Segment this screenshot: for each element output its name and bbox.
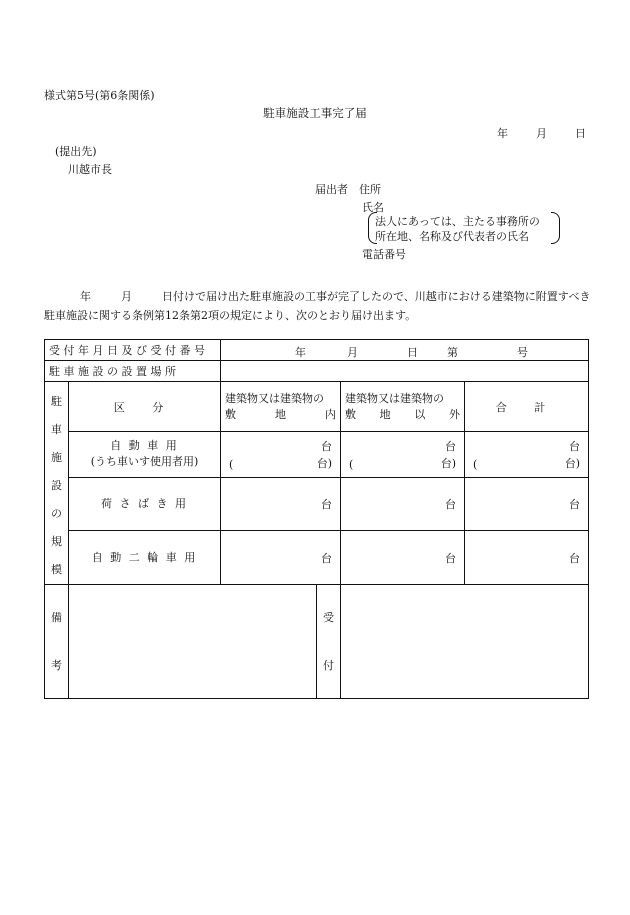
phone-label: 電話番号 — [362, 248, 406, 261]
applicant-label: 届出者 — [315, 183, 348, 196]
value-total[interactable] — [465, 432, 589, 478]
paren-close: 台) — [316, 456, 332, 470]
scale-char: 模 — [51, 563, 62, 576]
col-inside-char: 敷 — [225, 407, 236, 421]
col-total-label: 合 計 — [495, 400, 558, 414]
unit-label: 台 — [321, 498, 332, 512]
scale-char: 設 — [51, 479, 62, 492]
value-outside[interactable] — [341, 531, 465, 585]
scale-char: 規 — [51, 535, 62, 548]
remarks-char: 備 — [51, 610, 62, 624]
corp-note-line1: 法人にあっては、主たる事務所の — [375, 215, 540, 228]
paren-open: ( — [473, 457, 478, 471]
form-number: 様式第5号(第6条関係) — [44, 89, 155, 102]
location-row — [45, 361, 589, 382]
applicant-address-row — [315, 181, 381, 197]
col-inside-line2 — [225, 407, 336, 423]
unit-label: 台 — [569, 551, 580, 565]
unit-label: 台 — [321, 440, 332, 454]
value-outside[interactable] — [341, 432, 465, 478]
scale-char: 駐 — [51, 395, 62, 408]
scale-label-cell — [45, 382, 69, 585]
col-outside-char: 外 — [448, 407, 460, 421]
scale-char: の — [51, 507, 62, 520]
corp-note — [368, 212, 560, 244]
value-inside[interactable] — [221, 432, 341, 478]
value-total[interactable] — [465, 531, 589, 585]
receipt-label: 受付年月日及び受付番号 — [49, 344, 209, 357]
unit-label: 台 — [569, 440, 580, 454]
address-label: 住所 — [359, 183, 381, 196]
location-label-cell — [45, 361, 221, 382]
completion-table — [44, 339, 589, 699]
table-row — [45, 432, 589, 478]
reception-field[interactable] — [341, 585, 589, 699]
location-value-cell[interactable] — [221, 361, 589, 382]
date-month: 月 — [536, 127, 547, 140]
remarks-char: 考 — [51, 658, 62, 672]
bracket-right — [551, 212, 560, 244]
remarks-field[interactable] — [69, 585, 317, 699]
value-outside[interactable] — [341, 477, 465, 531]
receipt-day: 日 — [407, 346, 418, 359]
col-outside-char: 以 — [414, 407, 426, 421]
submit-to: 川越市長 — [68, 163, 112, 176]
reception-char: 受 — [323, 610, 334, 624]
col-outside-header — [341, 382, 465, 432]
receipt-year: 年 — [295, 346, 306, 359]
category-line1: 自 動 車 用 — [110, 439, 179, 453]
paren-close: 台) — [564, 456, 580, 470]
header-row — [45, 382, 589, 432]
col-total-header — [465, 382, 589, 432]
col-inside-char: 地 — [275, 407, 286, 421]
category-line1: 荷 さ ば き 用 — [101, 497, 188, 511]
receipt-month: 月 — [347, 346, 358, 359]
category-header — [69, 382, 221, 432]
page-title: 駐車施設工事完了届 — [263, 106, 367, 120]
receipt-no-prefix: 第 — [447, 346, 458, 359]
category-line2: (うち車いす使用者用) — [90, 455, 199, 469]
reception-label-cell — [317, 585, 341, 699]
paren-open: ( — [229, 457, 234, 471]
corp-note-line2: 所在地、名称及び代表者の氏名 — [375, 230, 529, 243]
body-text — [44, 287, 592, 325]
category-line1: 自 動 二 輪 車 用 — [91, 550, 198, 564]
col-outside-char: 地 — [379, 407, 391, 421]
remarks-label-cell — [45, 585, 69, 699]
category-label: 区 分 — [113, 400, 176, 414]
receipt-value-cell[interactable] — [221, 340, 589, 361]
category-motorcycle — [69, 531, 221, 585]
scale-char: 車 — [51, 423, 62, 436]
col-outside-line2 — [345, 407, 460, 423]
receipt-no-suffix: 号 — [517, 346, 528, 359]
col-outside-line1: 建築物又は建築物の — [345, 391, 444, 405]
remarks-row — [45, 585, 589, 699]
col-inside-header — [221, 382, 341, 432]
col-inside-line1: 建築物又は建築物の — [225, 391, 324, 405]
value-inside[interactable] — [221, 531, 341, 585]
reception-char: 付 — [323, 658, 334, 672]
body-main-text: 日付けで届け出た駐車施設の工事が完了したので、川越市における建築物に附置すべき駐車施設に関する条例第12条第2項の規定により、次のとおり届け出ます。 — [44, 290, 591, 322]
receipt-row — [45, 340, 589, 361]
body-year: 年 — [80, 290, 91, 303]
unit-label: 台 — [321, 551, 332, 565]
unit-label: 台 — [445, 440, 456, 454]
value-inside[interactable] — [221, 477, 341, 531]
unit-label: 台 — [445, 551, 456, 565]
date-year: 年 — [497, 127, 508, 140]
submit-to-label: (提出先) — [55, 145, 97, 158]
body-month: 月 — [121, 290, 132, 303]
scale-char: 施 — [51, 451, 62, 464]
value-total[interactable] — [465, 477, 589, 531]
paren-close: 台) — [440, 456, 456, 470]
unit-label: 台 — [569, 498, 580, 512]
table-row — [45, 531, 589, 585]
col-outside-char: 敷 — [345, 407, 356, 421]
table-row — [45, 477, 589, 531]
category-loading — [69, 477, 221, 531]
receipt-label-cell — [45, 340, 221, 361]
name-label: 氏名 — [362, 201, 384, 214]
location-label: 駐車施設の設置場所 — [49, 365, 180, 378]
date-day: 日 — [575, 127, 586, 140]
paren-open: ( — [349, 457, 354, 471]
category-automobile — [69, 432, 221, 478]
unit-label: 台 — [445, 498, 456, 512]
col-inside-char: 内 — [325, 407, 336, 421]
date-line — [497, 125, 586, 141]
